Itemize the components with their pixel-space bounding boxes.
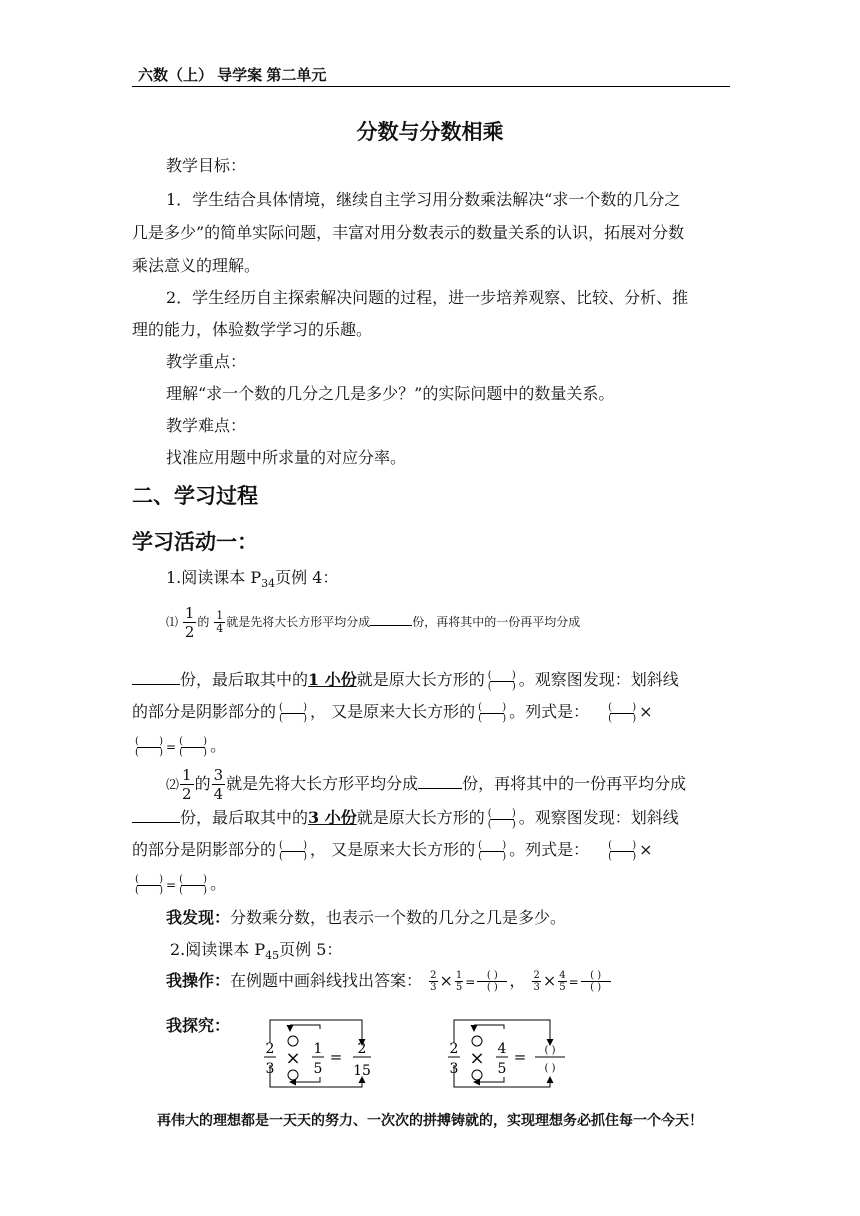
- d2-a-num: 2: [449, 1041, 459, 1057]
- page-header: 六数（上） 导学案 第二单元: [138, 67, 327, 84]
- q1-fraction-half: $\frac{1}{2}$: [184, 604, 195, 641]
- operate-e2-result[interactable]: ( ) ( ): [581, 970, 611, 993]
- q1-line-3: 的部分是阴影部分的 ( ) ( ) ， 又是原来大长方形的 ( ) ( ) 。列式是： ( ) ( ) ×: [132, 701, 653, 724]
- difficulty-heading: 教学难点：: [166, 416, 247, 435]
- activity-one-heading: 学习活动一：: [132, 531, 258, 554]
- q1-blank-parts[interactable]: [370, 615, 412, 626]
- d1-a-den: 3: [265, 1061, 275, 1077]
- q1-answer-fraction-1[interactable]: ( ) ( ): [487, 669, 516, 692]
- q1-fraction-quarter: $\frac{1}{4}$: [216, 609, 224, 635]
- explore-diagram-1: [264, 1020, 371, 1087]
- q1-answer-fraction-2[interactable]: ( ) ( ): [279, 701, 308, 724]
- d2-b-den: 5: [497, 1061, 507, 1077]
- q2-blank-parts[interactable]: [418, 774, 462, 789]
- q2-formula-fraction-1[interactable]: ( ) ( ): [608, 839, 637, 862]
- operate-e1-b: $\frac{1}{5}$: [455, 970, 463, 993]
- read-textbook-2: 2.阅读课本 $P_{45}$页例 5：: [170, 940, 343, 963]
- q1-blank-subparts[interactable]: [132, 670, 180, 685]
- q2-line-1: ⑵ $\frac{1}{2}$ 的 $\frac{3}{4}$ 就是先将大长方形平均分成 份，再将其中的一份再平均分成: [166, 766, 687, 803]
- explore-diagrams: [250, 1015, 590, 1095]
- page-title: 分数与分数相乘: [356, 121, 504, 144]
- q2-blank-subparts[interactable]: [132, 808, 180, 823]
- d1-a-num: 2: [265, 1041, 275, 1057]
- q1-line-1: ⑴ $\frac{1}{2}$ 的 $\frac{1}{4}$ 就是先将大长方形平均分成 份，再将其中的一份再平均分成: [166, 604, 581, 641]
- key-point-text: 理解“求一个数的几分之几是多少？”的实际问题中的数量关系。: [166, 384, 615, 403]
- d2-times: ×: [469, 1048, 485, 1069]
- explore-label: 我探究：: [166, 1016, 231, 1035]
- difficulty-text: 找准应用题中所求量的对应分率。: [166, 448, 407, 467]
- objective-1-line-1: 1．学生结合具体情境，继续自主学习用分数乘法解决“求一个数的几分之: [166, 190, 681, 209]
- header-rule: [132, 86, 730, 87]
- d1-eq: =: [329, 1048, 343, 1066]
- d2-a-den: 3: [449, 1061, 459, 1077]
- q2-line-4: ( ) ( ) = ( ) ( ) 。: [135, 873, 227, 896]
- objective-1-line-3: 乘法意义的理解。: [132, 256, 261, 275]
- footer-motto: 再伟大的理想都是一天天的努力、一次次的拼搏铸就的，实现理想务必抓住每一个今天！: [157, 1112, 703, 1128]
- q2-fraction-half: $\frac{1}{2}$: [182, 766, 192, 803]
- q2-answer-fraction-1[interactable]: ( ) ( ): [487, 807, 516, 830]
- d1-r-den: 15: [353, 1063, 371, 1079]
- q1-formula-fraction-2[interactable]: ( ) ( ): [135, 735, 163, 758]
- discovery-line: 我发现：分数乘分数，也表示一个数的几分之几是多少。: [166, 908, 567, 927]
- q1-answer-fraction-3[interactable]: ( ) ( ): [478, 701, 507, 724]
- d2-eq: =: [513, 1048, 527, 1066]
- q1-line-2: 份，最后取其中的1 小份就是原大长方形的 ( ) ( ) 。观察图发现：划斜线: [132, 670, 679, 689]
- operate-e1-result[interactable]: ( ) ( ): [477, 970, 507, 993]
- d1-times: ×: [285, 1048, 301, 1069]
- operate-e2-a: $\frac{2}{3}$: [533, 970, 540, 993]
- q1-formula-result[interactable]: ( ) ( ): [179, 735, 208, 758]
- q2-fraction-three-quarters: $\frac{3}{4}$: [213, 766, 224, 803]
- q2-formula-result[interactable]: ( ) ( ): [179, 873, 208, 896]
- operate-e2-b: $\frac{4}{5}$: [559, 970, 566, 993]
- d1-b-den: 5: [313, 1061, 323, 1077]
- d2-r-num: ( ): [544, 1045, 556, 1056]
- q1-formula-fraction-1[interactable]: ( ) ( ): [608, 701, 637, 724]
- read-textbook-1: 1.阅读课本 $P_{34}$页例 4：: [166, 568, 339, 591]
- d1-r-num: 2: [357, 1041, 367, 1057]
- operate-e1-a: $\frac{2}{3}$: [430, 970, 437, 993]
- d2-b-num: 4: [497, 1041, 507, 1057]
- q2-formula-fraction-2[interactable]: ( ) ( ): [135, 873, 163, 896]
- q1-line-4: ( ) ( ) = ( ) ( ) 。: [135, 735, 227, 758]
- objectives-heading: 教学目标：: [166, 156, 247, 175]
- q2-answer-fraction-2[interactable]: ( ) ( ): [279, 839, 308, 862]
- key-point-heading: 教学重点：: [166, 352, 247, 371]
- objective-2-line-2: 理的能力，体验数学学习的乐趣。: [132, 320, 373, 339]
- q2-line-3: 的部分是阴影部分的 ( ) ( ) ， 又是原来大长方形的 ( ) ( ) 。列式是： ( ) ( ) ×: [132, 839, 653, 862]
- objective-1-line-2: 几是多少”的简单实际问题，丰富对用分数表示的数量关系的认识，拓展对分数: [132, 223, 685, 242]
- operate-line: 我操作：在例题中画斜线找出答案： $\frac{2}{3}$ × $\frac{1}{5}$ = ( ) ( ) ， $\frac{2}{3}$ × $\frac{4}{5}$ = ( ) ( ): [166, 970, 613, 993]
- objective-2-line-1: 2．学生经历自主探索解决问题的过程，进一步培养观察、比较、分析、推: [166, 288, 689, 307]
- d2-r-den: ( ): [544, 1063, 556, 1074]
- q2-line-2: 份，最后取其中的3 小份就是原大长方形的 ( ) ( ) 。观察图发现：划斜线: [132, 808, 679, 827]
- explore-diagram-2: [448, 1020, 565, 1087]
- d1-b-num: 1: [313, 1041, 323, 1057]
- q2-answer-fraction-3[interactable]: ( ) ( ): [478, 839, 507, 862]
- section-learning-process: 二、学习过程: [132, 485, 258, 508]
